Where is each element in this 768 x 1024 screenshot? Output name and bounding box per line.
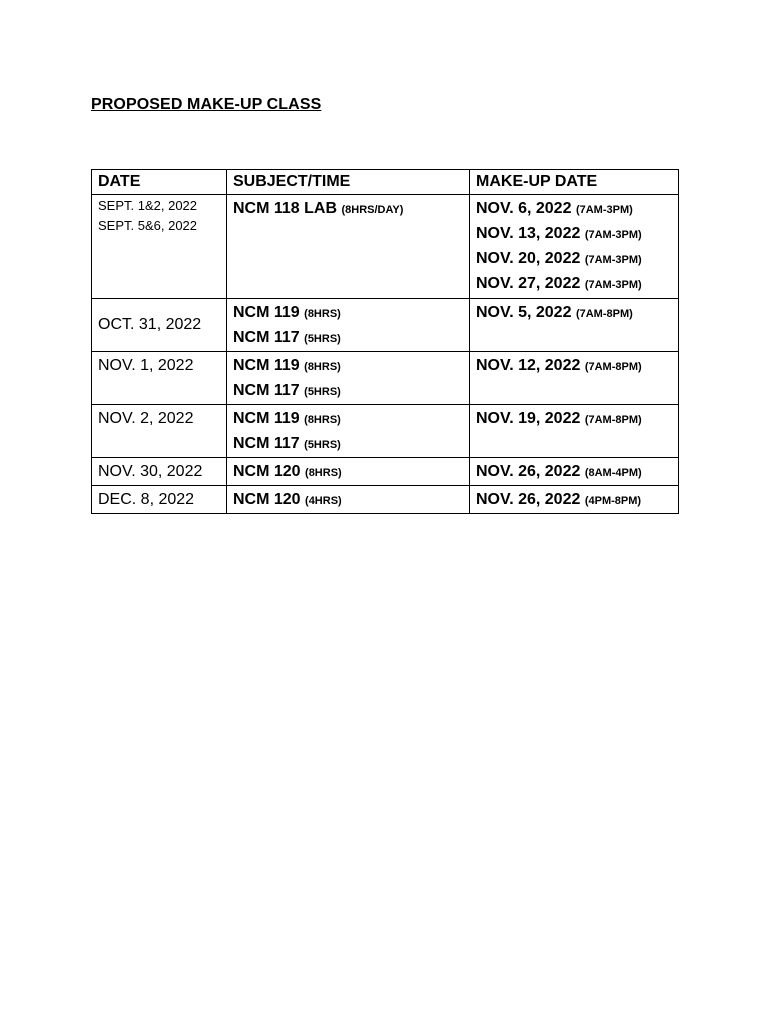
makeup-time: (7AM-8PM) [584,414,642,426]
subject-name: NCM 117 [233,329,300,346]
makeup-date: NOV. 26, 2022 [476,463,581,480]
subject-hours: (5HRS) [304,333,341,345]
date-text: NOV. 2, 2022 [98,410,194,427]
header-subject-time: SUBJECT/TIME [227,170,470,195]
makeup-cell [470,299,679,352]
table-row [92,486,679,514]
page-title: PROPOSED MAKE-UP CLASS [91,96,322,113]
subject-cell [227,299,470,352]
makeup-time: (4PM-8PM) [584,495,642,507]
makeup-cell [470,195,679,299]
subject-name: NCM 119 [233,357,300,374]
subject-name: NCM 119 [233,304,300,321]
makeup-time: (7AM-3PM) [575,204,633,216]
makeup-date: NOV. 20, 2022 [476,250,581,267]
subject-hours: (8HRS/DAY) [341,204,404,216]
makeup-date: NOV. 13, 2022 [476,225,581,242]
subject-name: NCM 118 LAB [233,200,338,217]
makeup-time: (7AM-8PM) [584,361,642,373]
makeup-cell [470,352,679,405]
table-row [92,195,679,299]
subject-name: NCM 119 [233,410,300,427]
makeup-cell [470,405,679,458]
makeup-time: (7AM-3PM) [584,279,642,291]
subject-name: NCM 117 [233,382,300,399]
makeup-date: NOV. 6, 2022 [476,200,572,217]
subject-hours: (5HRS) [304,386,341,398]
header-makeup-date: MAKE-UP DATE [470,170,679,195]
subject-cell [227,405,470,458]
date-text: DEC. 8, 2022 [98,491,195,508]
subject-hours: (5HRS) [304,439,341,451]
subject-hours: (8HRS) [305,467,342,479]
subject-cell [227,195,470,299]
subject-name: NCM 120 [233,491,301,508]
makeup-time: (7AM-3PM) [584,229,642,241]
date-cell [92,458,227,486]
date-cell [92,352,227,405]
date-cell [92,195,227,299]
subject-cell [227,352,470,405]
makeup-time: (8AM-4PM) [584,467,642,479]
subject-cell [227,458,470,486]
date-cell [92,299,227,352]
table-row [92,458,679,486]
date-text: SEPT. 5&6, 2022 [98,218,198,233]
subject-hours: (8HRS) [304,308,341,320]
subject-name: NCM 120 [233,463,301,480]
table-header-row [92,170,679,195]
makeup-date: NOV. 26, 2022 [476,491,581,508]
header-date: DATE [92,170,227,195]
makeup-schedule-table [91,169,679,514]
makeup-date: NOV. 27, 2022 [476,275,581,292]
date-text: NOV. 30, 2022 [98,463,203,480]
makeup-time: (7AM-3PM) [584,254,642,266]
makeup-time: (7AM-8PM) [575,308,633,320]
table-row [92,405,679,458]
subject-hours: (8HRS) [304,361,341,373]
subject-name: NCM 117 [233,435,300,452]
table-row [92,299,679,352]
makeup-date: NOV. 12, 2022 [476,357,581,374]
table-row [92,352,679,405]
date-cell [92,405,227,458]
subject-cell [227,486,470,514]
date-text: OCT. 31, 2022 [98,316,202,333]
subject-hours: (8HRS) [304,414,341,426]
makeup-cell [470,458,679,486]
subject-hours: (4HRS) [305,495,342,507]
date-text: NOV. 1, 2022 [98,357,194,374]
makeup-cell [470,486,679,514]
date-text: SEPT. 1&2, 2022 [98,198,198,213]
date-cell [92,486,227,514]
makeup-date: NOV. 5, 2022 [476,304,572,321]
makeup-date: NOV. 19, 2022 [476,410,581,427]
